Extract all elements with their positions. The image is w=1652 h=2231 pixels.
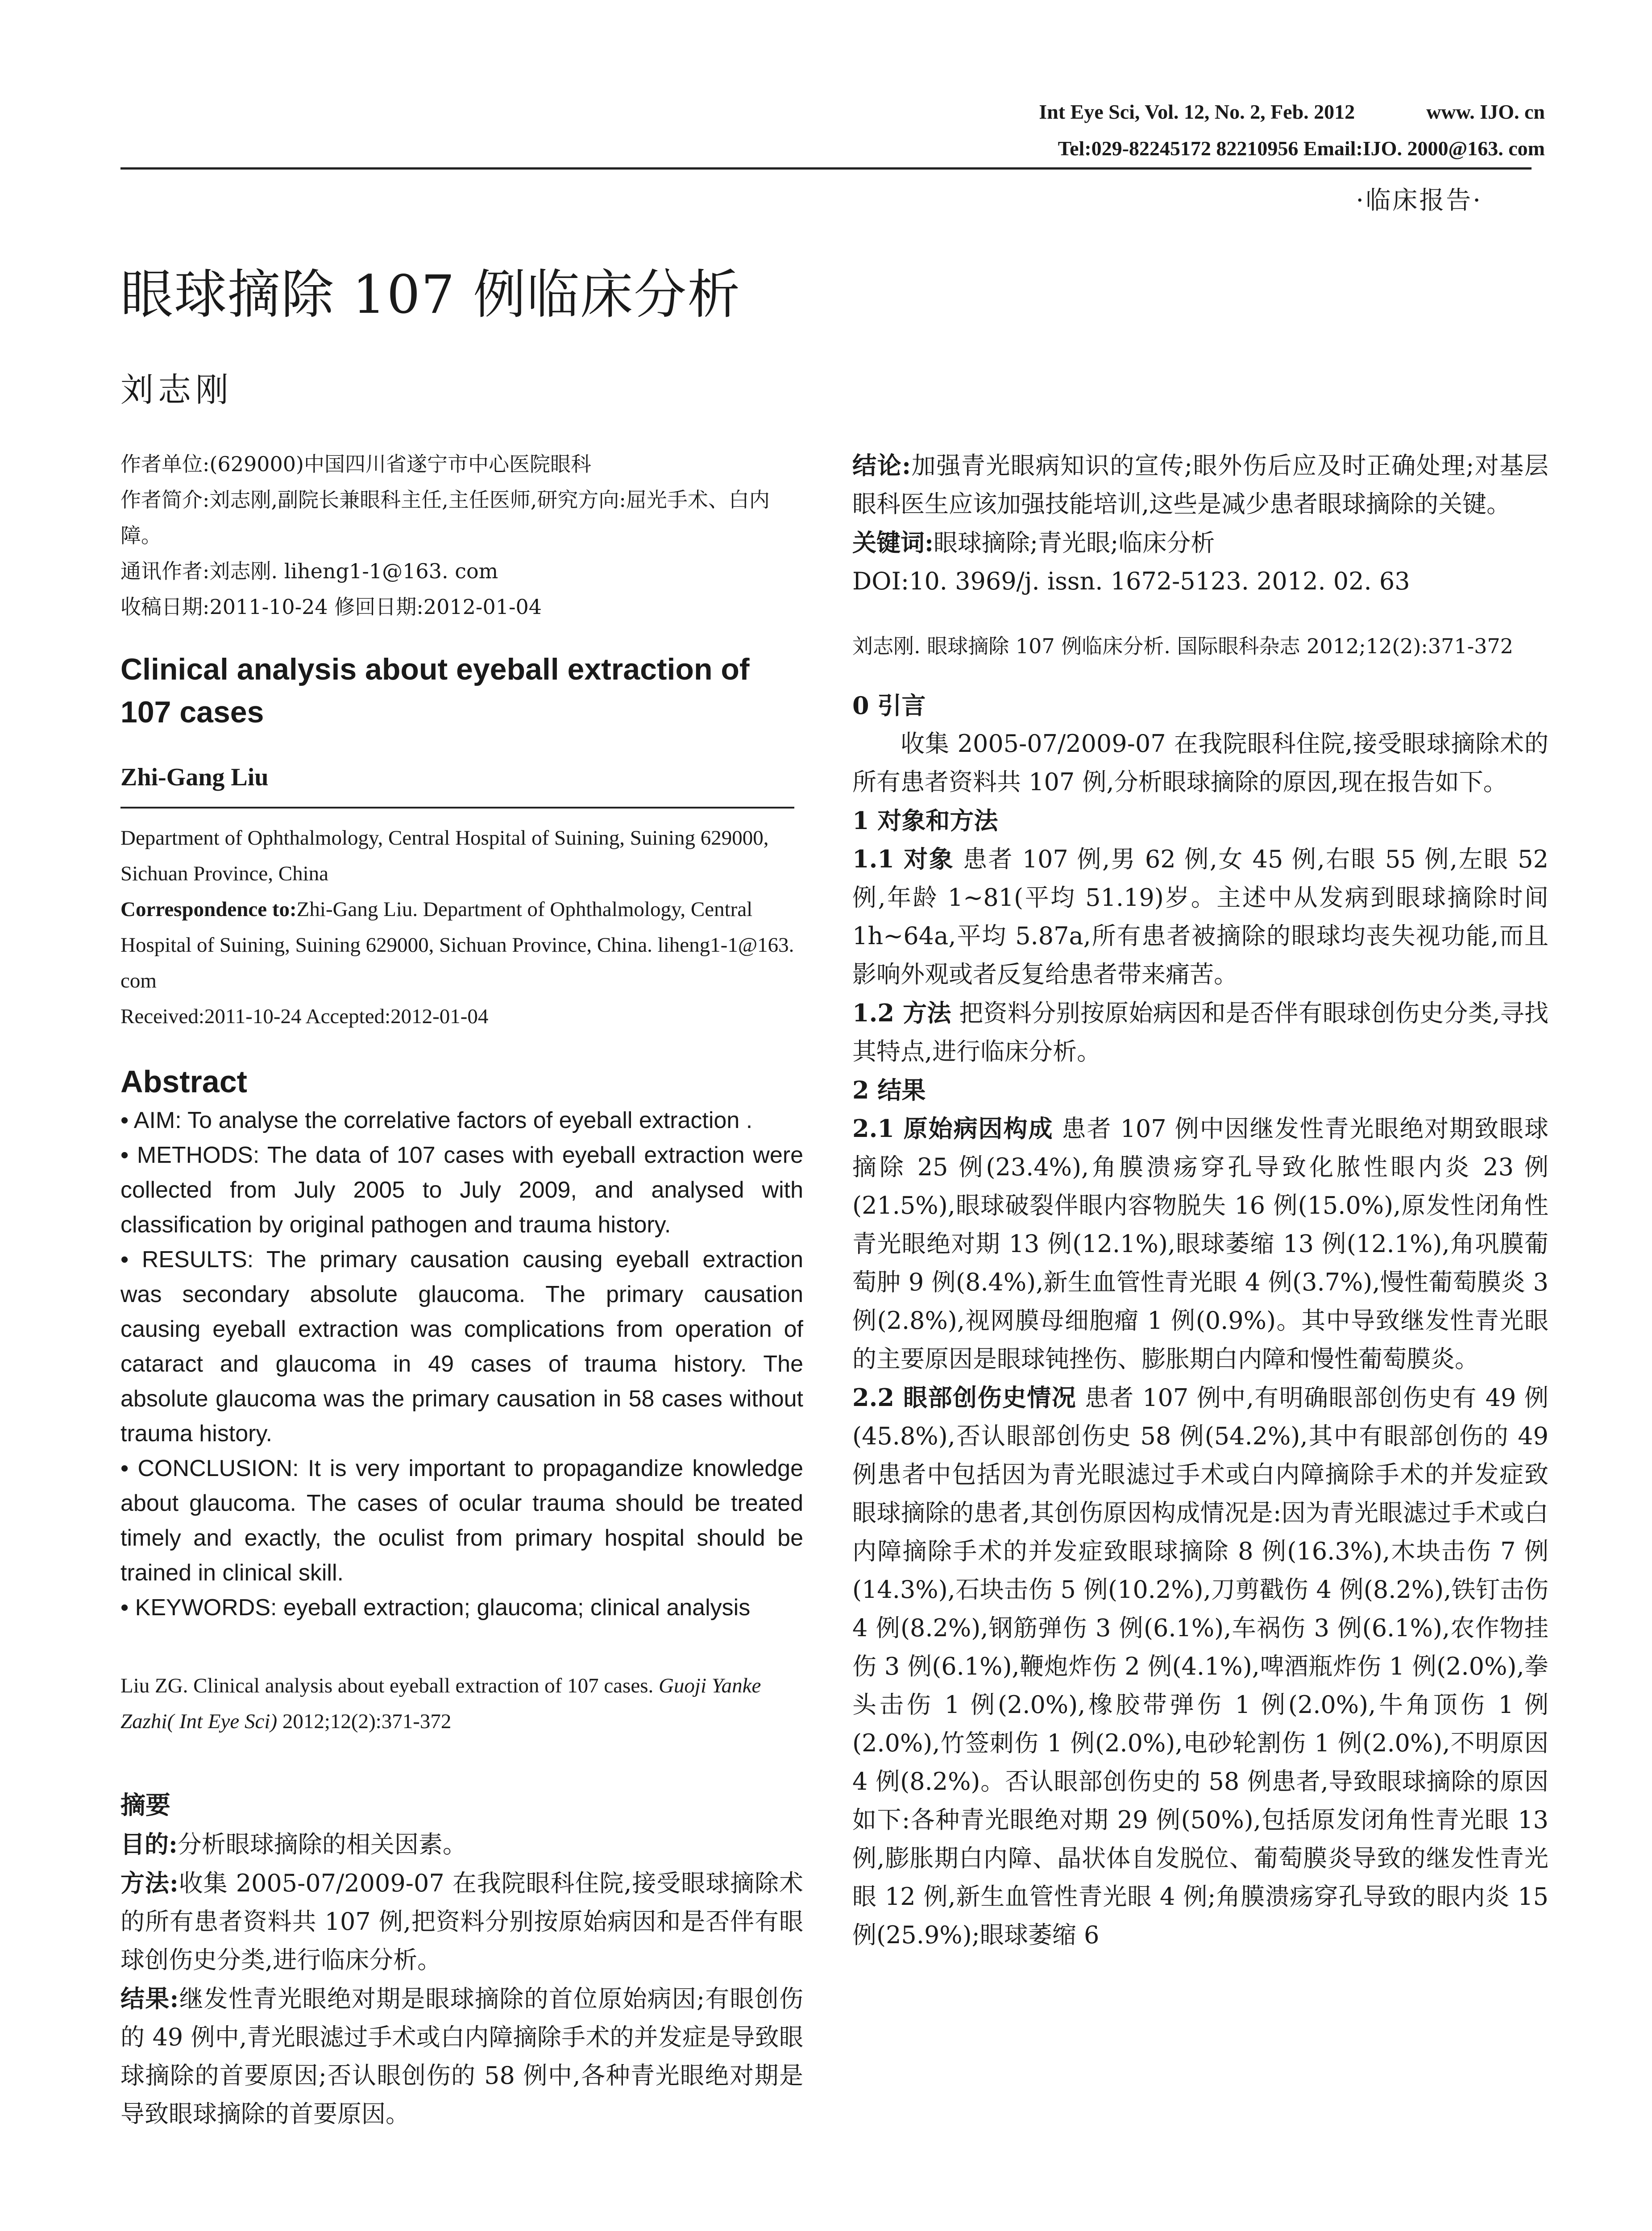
zh-aim [120, 1825, 803, 1864]
section-2-2 [852, 1378, 1548, 1954]
zh-methods [120, 1864, 803, 1979]
citation-en [120, 1668, 803, 1739]
section-intro-text: 收集 2005-07/2009-07 在我院眼科住院,接受眼球摘除术的所有患者资料共 107 例,分析眼球摘除的原因,现在报告如下。 [852, 730, 1548, 796]
running-header [1039, 94, 1545, 167]
left-column [120, 446, 803, 2133]
section-1-2 [852, 994, 1548, 1071]
doi: DOI:10. 3969/j. issn. 1672-5123. 2012. 02. 63 [852, 567, 1410, 595]
header-rule [120, 167, 1532, 170]
abstract-conclusion: • CONCLUSION: It is very important to propagandize knowledge about glaucoma. The cases of ocular trauma should be treated timely and exactly, the oculist from primary hospital should be trained in clinical skill. [120, 1456, 803, 1586]
zh-results-label: 结果: [120, 1984, 179, 2013]
citation-en-journal: Guoji Yanke Zazhi( Int Eye Sci) [120, 1674, 761, 1733]
zh-keywords [852, 523, 1548, 562]
section-2-1-label: 2.1 原始病因构成 [852, 1114, 1054, 1143]
zh-methods-text: 收集 2005-07/2009-07 在我院眼科住院,接受眼球摘除术的所有患者资料共 107 例,把资料分别按原始病因和是否伴有眼球创伤史分类,进行临床分析。 [120, 1869, 803, 1974]
journal-line [1039, 94, 1545, 130]
dates-en: Received:2011-10-24 Accepted:2012-01-04 [120, 1005, 489, 1028]
department-en: Department of Ophthalmology, Central Hospital of Suining, Suining 629000, Sichuan Province, China [120, 826, 769, 885]
section-1-1-label: 1.1 对象 [852, 845, 955, 873]
zh-conclusion-text: 加强青光眼病知识的宣传;眼外伤后应及时正确处理;对基层眼科医生应该加强技能培训,这些是减少患者眼球摘除的关键。 [852, 452, 1549, 518]
journal-website: www. IJO. cn [1426, 100, 1545, 123]
zh-results-text: 继发性青光眼绝对期是眼球摘除的首位原始病因;有眼创伤的 49 例中,青光眼滤过手术或白内障摘除手术的并发症是导致眼球摘除的首要原因;否认眼创伤的 58 例中,各种青光眼绝对期是导致眼球摘除的首要原因。 [120, 1985, 803, 2128]
zh-keywords-label: 关键词: [852, 528, 934, 557]
right-column [852, 446, 1548, 1954]
abstract-heading: Abstract [120, 1064, 247, 1099]
citation-zh: 刘志刚. 眼球摘除 107 例临床分析. 国际眼科杂志 2012;12(2):371-372 [852, 634, 1514, 658]
section-2-heading: 2 结果 [852, 1076, 926, 1104]
section-1-2-label: 1.2 方法 [852, 999, 951, 1027]
abstract-aim: • AIM: To analyse the correlative factors of eyeball extraction . [120, 1107, 753, 1133]
zh-results [120, 1979, 803, 2133]
correspondence-en [120, 892, 803, 999]
section-intro-heading: 0 引言 [852, 691, 926, 720]
citation-en-text: Liu ZG. Clinical analysis about eyeball extraction of 107 cases. [120, 1674, 659, 1697]
abstract-keywords: • KEYWORDS: eyeball extraction; glaucoma; clinical analysis [120, 1595, 751, 1621]
zh-abstract-heading: 摘要 [120, 1791, 170, 1820]
abstract-results: • RESULTS: The primary causation causing eyeball extraction was secondary absolute glaucoma. The primary causation causing eyeball extraction was complications from operation of cataract and glaucoma in 49 cases of trauma history. The absolute glaucoma was the primary causation in 58 cases without trauma history. [120, 1247, 803, 1447]
section-2-2-text: 患者 107 例中,有明确眼部创伤史有 49 例(45.8%),否认眼部创伤史 58 例(54.2%),其中有眼部创伤的 49 例患者中包括因为青光眼滤过手术或白内障摘除手术的并发症致眼球摘除的患者,其创伤原因构成情况是:因为青光眼滤过手术或白内障摘除手术的并发症致眼球摘除 8 例(16.3%),木块击伤 7 例(14.3%),石块击伤 5 例(10.2%),刀剪戳伤 4 例(8.2%),铁钉击伤 4 例(8.2%),钢筋弹伤 3 例(6.1%),车祸伤 3 例(6.1%),农作物挂伤 3 例(6.1%),鞭炮炸伤 2 例(4.1%),啤酒瓶炸伤 1 例(2.0%),拳头击伤 1 例(2.0%),橡胶带弹伤 1 例(2.0%),牛角顶伤 1 例(2.0%),竹签刺伤 1 例(2.0%),电砂轮割伤 1 例(2.0%),不明原因 4 例(8.2%)。否认眼部创伤史的 58 例患者,导致眼球摘除的原因如下:各种青光眼绝对期 29 例(50%),包括原发闭角性青光眼 13 例,膨胀期白内障、晶状体自发脱位、葡萄膜炎导致的继发性青光眼 12 例,新生血管性青光眼 4 例;角膜溃疡穿孔导致的眼内炎 15 例(25.9%);眼球萎缩 6 [852, 1384, 1548, 1949]
section-1-1 [852, 840, 1548, 994]
affiliation-en [120, 820, 803, 1034]
abstract-methods: • METHODS: The data of 107 cases with eyeball extraction were collected from July 2005 to July 2009, and analysed with classification by original pathogen and trauma history. [120, 1142, 803, 1238]
zh-conclusion-label: 结论: [852, 451, 911, 480]
section-tag: ·临床报告· [1356, 186, 1482, 215]
zh-methods-label: 方法: [120, 1869, 178, 1897]
corresponding-author-cn: 通讯作者:刘志刚. liheng1-1@163. com [120, 559, 498, 583]
correspondence-text: Zhi-Gang Liu. Department of Ophthalmology, Central Hospital of Suining, Suining 629000, Sichuan Province, China. liheng1-1@163. com [120, 898, 794, 992]
citation-en-tail: 2012;12(2):371-372 [277, 1710, 452, 1733]
author-rule [120, 807, 794, 809]
zh-keywords-text: 眼球摘除;青光眼;临床分析 [933, 529, 1215, 557]
section-1-1-text: 患者 107 例,男 62 例,女 45 例,右眼 55 例,左眼 52 例,年龄 1~81(平均 51.19)岁。主述中从发病到眼球摘除时间 1h~64a,平均 5.87a,所有患者被摘除的眼球均丧失视功能,而且影响外观或者反复给患者带来痛苦。 [852, 845, 1549, 988]
section-1-heading: 1 对象和方法 [852, 806, 998, 835]
section-1-2-text: 把资料分别按原始病因和是否伴有眼球创伤史分类,寻找其特点,进行临床分析。 [852, 999, 1548, 1066]
correspondence-label: Correspondence to: [120, 898, 297, 921]
english-title: Clinical analysis about eyeball extraction of 107 cases [120, 652, 750, 729]
zh-conclusion [852, 446, 1548, 523]
journal-citation: Int Eye Sci, Vol. 12, No. 2, Feb. 2012 [1039, 100, 1355, 123]
author-meta [120, 446, 803, 625]
dates-cn: 收稿日期:2011-10-24 修回日期:2012-01-04 [120, 595, 542, 619]
page-title: 眼球摘除 107 例临床分析 [120, 264, 741, 325]
author-cn: 刘志刚 [120, 371, 233, 409]
section-2-1 [852, 1109, 1548, 1378]
zh-aim-label: 目的: [120, 1830, 178, 1858]
zh-aim-text: 分析眼球摘除的相关因素。 [177, 1830, 467, 1858]
english-author: Zhi-Gang Liu [120, 763, 269, 791]
author-affiliation-cn: 作者单位:(629000)中国四川省遂宁市中心医院眼科 [120, 452, 591, 476]
journal-contact: Tel:029-82245172 82210956 Email:IJO. 2000@163. com [1058, 137, 1545, 160]
author-bio-cn: 作者简介:刘志刚,副院长兼眼科主任,主任医师,研究方向:屈光手术、白内障。 [120, 488, 770, 547]
section-2-2-label: 2.2 眼部创伤史情况 [852, 1383, 1077, 1412]
section-2-1-text: 患者 107 例中因继发性青光眼绝对期致眼球摘除 25 例(23.4%),角膜溃疡穿孔导致化脓性眼内炎 23 例(21.5%),眼球破裂伴眼内容物脱失 16 例(15.0%),原发性闭角性青光眼绝对期 13 例(12.1%),眼球萎缩 13 例(12.1%),角巩膜葡萄肿 9 例(8.4%),新生血管性青光眼 4 例(3.7%),慢性葡萄膜炎 3 例(2.8%),视网膜母细胞瘤 1 例(0.9%)。其中导致继发性青光眼的主要原因是眼球钝挫伤、膨胀期白内障和慢性葡萄膜炎。 [852, 1115, 1548, 1373]
